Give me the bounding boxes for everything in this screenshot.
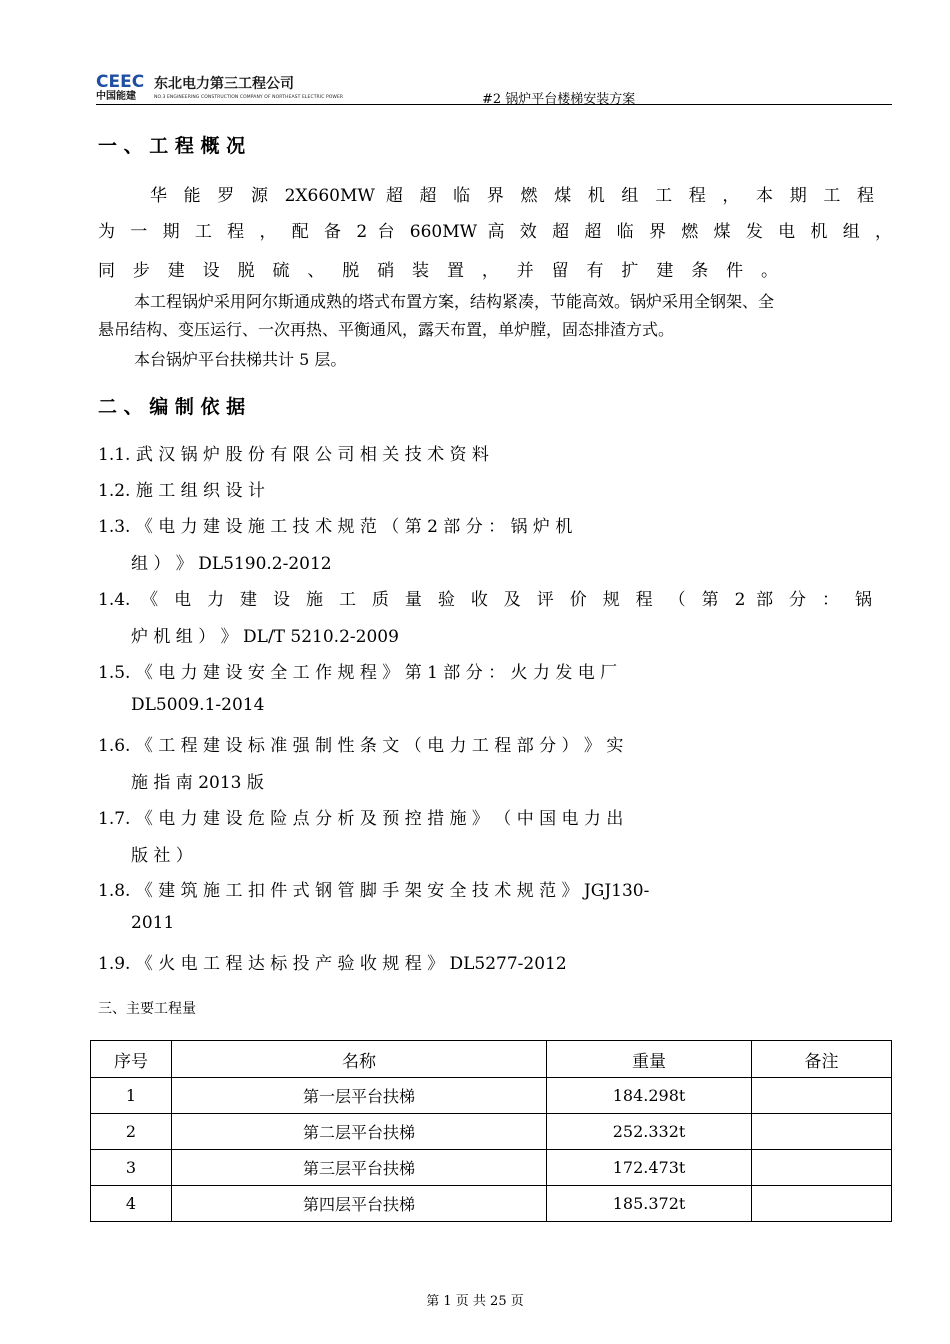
paragraph-line: 本工程锅炉采用阿尔斯通成熟的塔式布置方案，结构紧凑，节能高效。锅炉采用全钢架、全 <box>134 292 775 311</box>
basis-item-continuation: 炉 机 组 ） 》 DL/T 5210.2-2009 <box>131 627 399 647</box>
basis-item-continuation: 施 指 南 2013 版 <box>131 773 264 793</box>
cell-name: 第二层平台扶梯 <box>172 1114 547 1150</box>
quantity-table <box>90 1040 892 1222</box>
basis-item: 1.9. 《 火 电 工 程 达 标 投 产 验 收 规 程 》 DL5277-2012 <box>98 954 567 974</box>
basis-item: 1.8. 《 建 筑 施 工 扣 件 式 钢 管 脚 手 架 安 全 技 术 规 范 》 JGJ130- <box>98 881 650 901</box>
cell-remark <box>752 1114 892 1150</box>
basis-item: 1.1. 武 汉 锅 炉 股 份 有 限 公 司 相 关 技 术 资 料 <box>98 445 489 465</box>
basis-item: 1.5. 《 电 力 建 设 安 全 工 作 规 程 》 第 1 部 分 ： 火 力 发 电 厂 <box>98 663 618 683</box>
section-title-basis: 二 、 编 制 依 据 <box>98 396 246 418</box>
page-number: 第 1 页 共 25 页 <box>426 1294 524 1309</box>
paragraph-line: 同 步 建 设 脱 硫 、 脱 硝 装 置 ， 并 留 有 扩 建 条 件 。 <box>98 261 778 281</box>
cell-weight: 184.298t <box>547 1078 752 1114</box>
table-row <box>91 1150 892 1186</box>
page-header <box>96 72 892 105</box>
basis-item: 1.2. 施 工 组 织 设 计 <box>98 481 265 501</box>
table-header-row <box>91 1041 892 1078</box>
basis-item: 1.6. 《 工 程 建 设 标 准 强 制 性 条 文 （ 电 力 工 程 部 分 ） 》 实 <box>98 736 624 756</box>
basis-item-continuation: 组 ） 》 DL5190.2-2012 <box>131 554 332 574</box>
paragraph-line: 悬吊结构、变压运行、一次再热、平衡通风，露天布置，单炉膛，固态排渣方式。 <box>98 320 675 339</box>
column-header-remark: 备注 <box>752 1041 892 1078</box>
cell-name: 第一层平台扶梯 <box>172 1078 547 1114</box>
basis-item-continuation: 2011 <box>131 913 175 933</box>
cell-index: 1 <box>91 1078 172 1114</box>
table-row <box>91 1114 892 1150</box>
company-english-name: NO.3 ENGINEERING CONSTRUCTION COMPANY OF NORTHEAST ELECTRIC POWER <box>154 95 344 100</box>
section-title-quantities: 三、主要工程量 <box>98 1001 196 1017</box>
basis-item: 1.7. 《 电 力 建 设 危 险 点 分 析 及 预 控 措 施 》 （ 中 国 电 力 出 <box>98 809 624 829</box>
cell-remark <box>752 1150 892 1186</box>
table-row <box>91 1078 892 1114</box>
column-header-index: 序号 <box>91 1041 172 1078</box>
paragraph-line: 华 能 罗 源 2X660MW 超 超 临 界 燃 煤 机 组 工 程 ， 本 期 工 程 <box>150 186 874 206</box>
table-row <box>91 1186 892 1222</box>
company-name: 东北电力第三工程公司 <box>154 76 294 92</box>
paragraph-line: 本台锅炉平台扶梯共计 5 层。 <box>134 350 347 369</box>
section-title-overview: 一 、 工 程 概 况 <box>98 135 246 157</box>
column-header-weight: 重量 <box>547 1041 752 1078</box>
cell-index: 4 <box>91 1186 172 1222</box>
cell-weight: 252.332t <box>547 1114 752 1150</box>
document-title: #2 锅炉平台楼梯安装方案 <box>482 92 636 107</box>
cell-weight: 172.473t <box>547 1150 752 1186</box>
cell-name: 第四层平台扶梯 <box>172 1186 547 1222</box>
paragraph-line: 为 一 期 工 程 ， 配 备 2 台 660MW 高 效 超 超 临 界 燃 煤 发 电 机 组 ， <box>98 222 892 242</box>
cell-remark <box>752 1186 892 1222</box>
column-header-name: 名称 <box>172 1041 547 1078</box>
cell-index: 2 <box>91 1114 172 1150</box>
basis-item: 1.4. 《 电 力 建 设 施 工 质 量 验 收 及 评 价 规 程 （ 第 2 部 分 ： 锅 <box>98 590 872 610</box>
logo-mark: CEEC <box>96 72 145 92</box>
basis-item: 1.3. 《 电 力 建 设 施 工 技 术 规 范 （ 第 2 部 分 ： 锅 炉 机 <box>98 517 573 537</box>
company-logo <box>96 72 344 104</box>
cell-weight: 185.372t <box>547 1186 752 1222</box>
cell-name: 第三层平台扶梯 <box>172 1150 547 1186</box>
cell-index: 3 <box>91 1150 172 1186</box>
basis-item-continuation: DL5009.1-2014 <box>131 695 265 715</box>
basis-item-continuation: 版 社 ） <box>131 846 193 866</box>
logo-subtitle: 中国能建 <box>96 91 136 102</box>
cell-remark <box>752 1078 892 1114</box>
